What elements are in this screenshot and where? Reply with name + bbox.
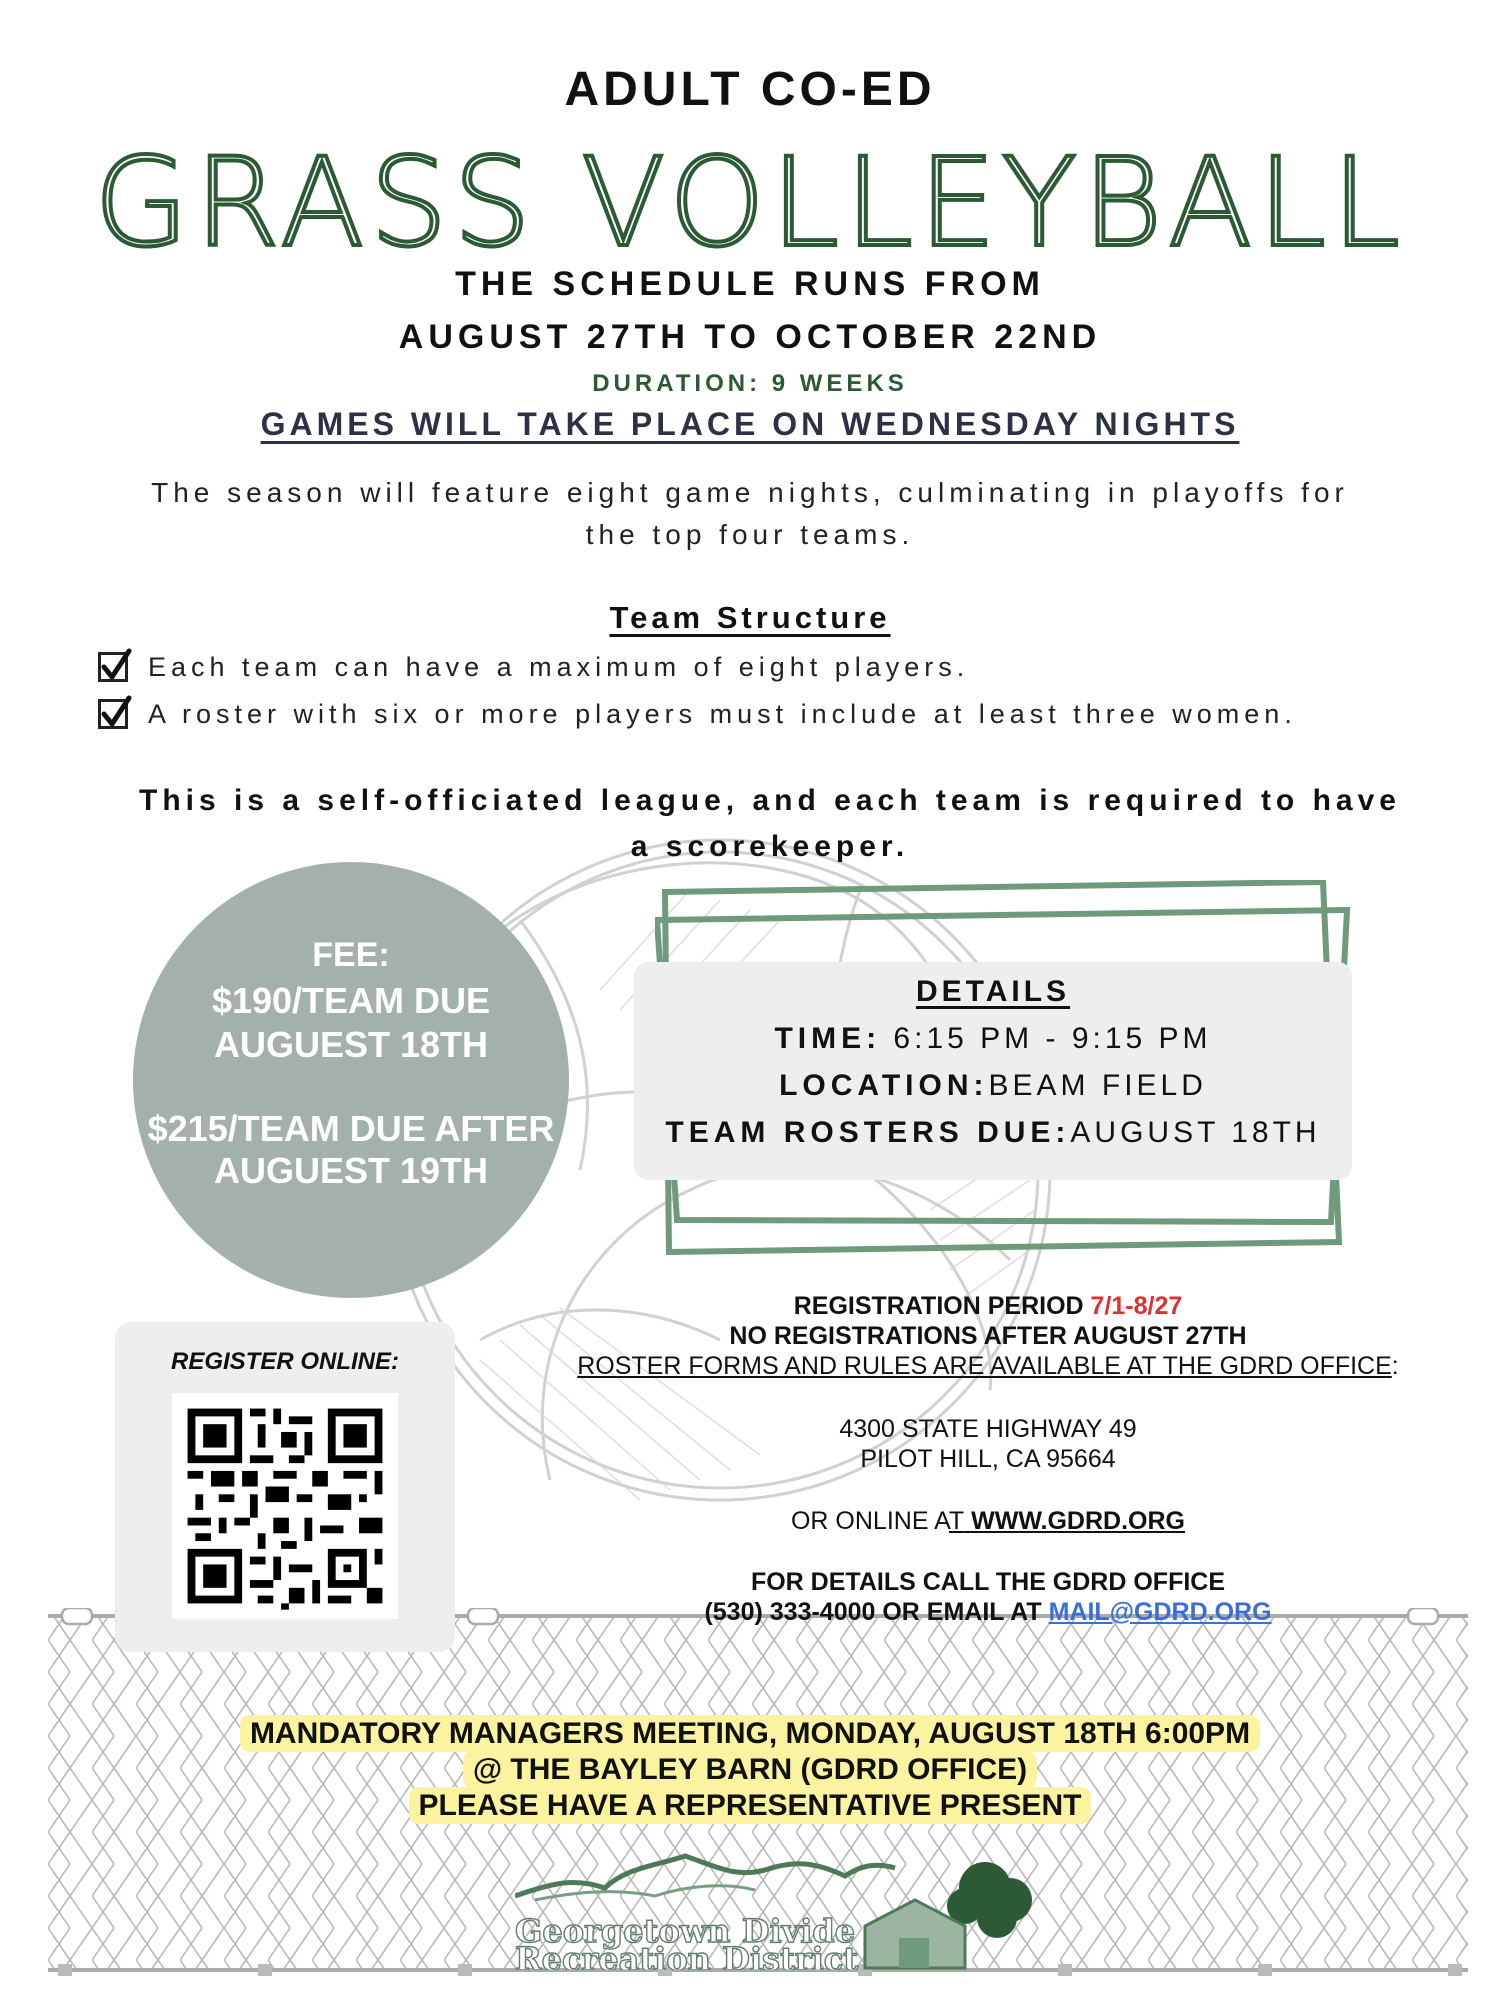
logo-line-1: Georgetown Divide — [515, 1912, 856, 1950]
officiating-line-2: a scorekeeper. — [630, 830, 910, 863]
registration-period-label: REGISTRATION PERIOD — [793, 1292, 1091, 1320]
details-time — [634, 1022, 1352, 1056]
checked-box-icon — [98, 699, 128, 729]
officiating-line-1: This is a self-officiated league, and each team is required to have — [139, 784, 1401, 817]
meeting-line-1-text: MANDATORY MANAGERS MEETING, MONDAY, AUGUST 18TH 6:00PM — [240, 1715, 1260, 1752]
roster-forms-note — [505, 1352, 1471, 1381]
email-link[interactable]: MAIL@GDRD.ORG — [1048, 1598, 1272, 1626]
fee-early-price: $190/TEAM DUE — [211, 980, 491, 1021]
meeting-line-2-text: @ THE BAYLEY BARN (GDRD OFFICE) — [463, 1751, 1037, 1788]
game-night-text — [0, 406, 1500, 443]
fee-label: FEE: — [312, 936, 390, 974]
fee-late-date: AUGUEST 19TH — [213, 1150, 489, 1191]
online-prefix: OR ONLINE A — [790, 1507, 949, 1535]
details-time-value: 6:15 PM - 9:15 PM — [881, 1022, 1212, 1055]
details-rosters — [634, 1116, 1352, 1150]
team-structure-item — [98, 647, 969, 687]
online-t: T — [948, 1507, 965, 1535]
season-line-1: The season will feature eight game nights, culminating in playoffs for — [151, 477, 1349, 508]
roster-forms-text: ROSTER FORMS AND RULES ARE AVAILABLE AT THE GDRD OFFICE — [577, 1352, 1392, 1380]
details-location — [634, 1069, 1352, 1103]
phone-text: (530) 333-4000 OR EMAIL AT — [704, 1598, 1049, 1626]
event-subtitle: ADULT CO-ED — [564, 63, 936, 116]
no-registrations-note: NO REGISTRATIONS AFTER AUGUST 27TH — [729, 1322, 1247, 1350]
officiating-note — [120, 778, 1420, 870]
fee-circle — [133, 862, 569, 1298]
meeting-line-1 — [0, 1717, 1500, 1751]
online-line — [505, 1507, 1471, 1536]
details-time-label: TIME: — [774, 1022, 882, 1055]
address-line-1: 4300 STATE HIGHWAY 49 — [839, 1415, 1137, 1443]
team-structure-item-text: A roster with six or more players must include at least three women. — [148, 698, 1297, 729]
game-night-label: GAMES WILL TAKE PLACE ON WEDNESDAY NIGHTS — [260, 406, 1240, 442]
team-structure-label: Team Structure — [609, 600, 891, 635]
call-line: FOR DETAILS CALL THE GDRD OFFICE — [750, 1568, 1226, 1596]
details-rosters-label: TEAM ROSTERS DUE: — [665, 1116, 1071, 1149]
fee-early-date: AUGUEST 18TH — [213, 1024, 489, 1065]
logo-line-2: Recreation District — [515, 1940, 859, 1970]
fee-late-price: $215/TEAM DUE AFTER — [147, 1108, 555, 1149]
qr-code-icon[interactable] — [172, 1393, 398, 1619]
address-line-2: PILOT HILL, CA 95664 — [860, 1445, 1116, 1473]
details-location-value: BEAM FIELD — [988, 1069, 1207, 1102]
team-structure-item-text: Each team can have a maximum of eight players. — [148, 651, 970, 682]
checked-box-icon — [98, 652, 128, 682]
event-title: GRASS VOLLEYBALL — [94, 132, 1406, 274]
meeting-line-3-text: PLEASE HAVE A REPRESENTATIVE PRESENT — [409, 1787, 1092, 1824]
website-link[interactable]: WWW.GDRD.ORG — [964, 1507, 1185, 1535]
team-structure-heading — [0, 600, 1500, 636]
phone-email-line — [505, 1598, 1471, 1627]
schedule-line-2: AUGUST 27TH TO OCTOBER 22ND — [398, 318, 1102, 356]
duration-text: DURATION: 9 WEEKS — [592, 370, 908, 397]
schedule-line-1: THE SCHEDULE RUNS FROM — [455, 265, 1045, 303]
team-structure-item — [98, 694, 1297, 734]
season-description — [150, 472, 1350, 556]
details-location-label: LOCATION: — [779, 1069, 989, 1102]
meeting-line-2 — [0, 1753, 1500, 1787]
registration-period-value: 7/1-8/27 — [1090, 1292, 1183, 1320]
details-heading-label: DETAILS — [915, 975, 1071, 1008]
roster-forms-colon: : — [1391, 1352, 1399, 1380]
season-line-2: the top four teams. — [585, 519, 915, 550]
meeting-line-3 — [0, 1789, 1500, 1823]
details-heading — [634, 975, 1352, 1009]
registration-period — [505, 1292, 1471, 1321]
details-rosters-value: AUGUST 18TH — [1070, 1116, 1321, 1149]
gdrd-logo — [515, 1848, 1035, 1970]
register-online-label: REGISTER ONLINE: — [170, 1348, 399, 1375]
